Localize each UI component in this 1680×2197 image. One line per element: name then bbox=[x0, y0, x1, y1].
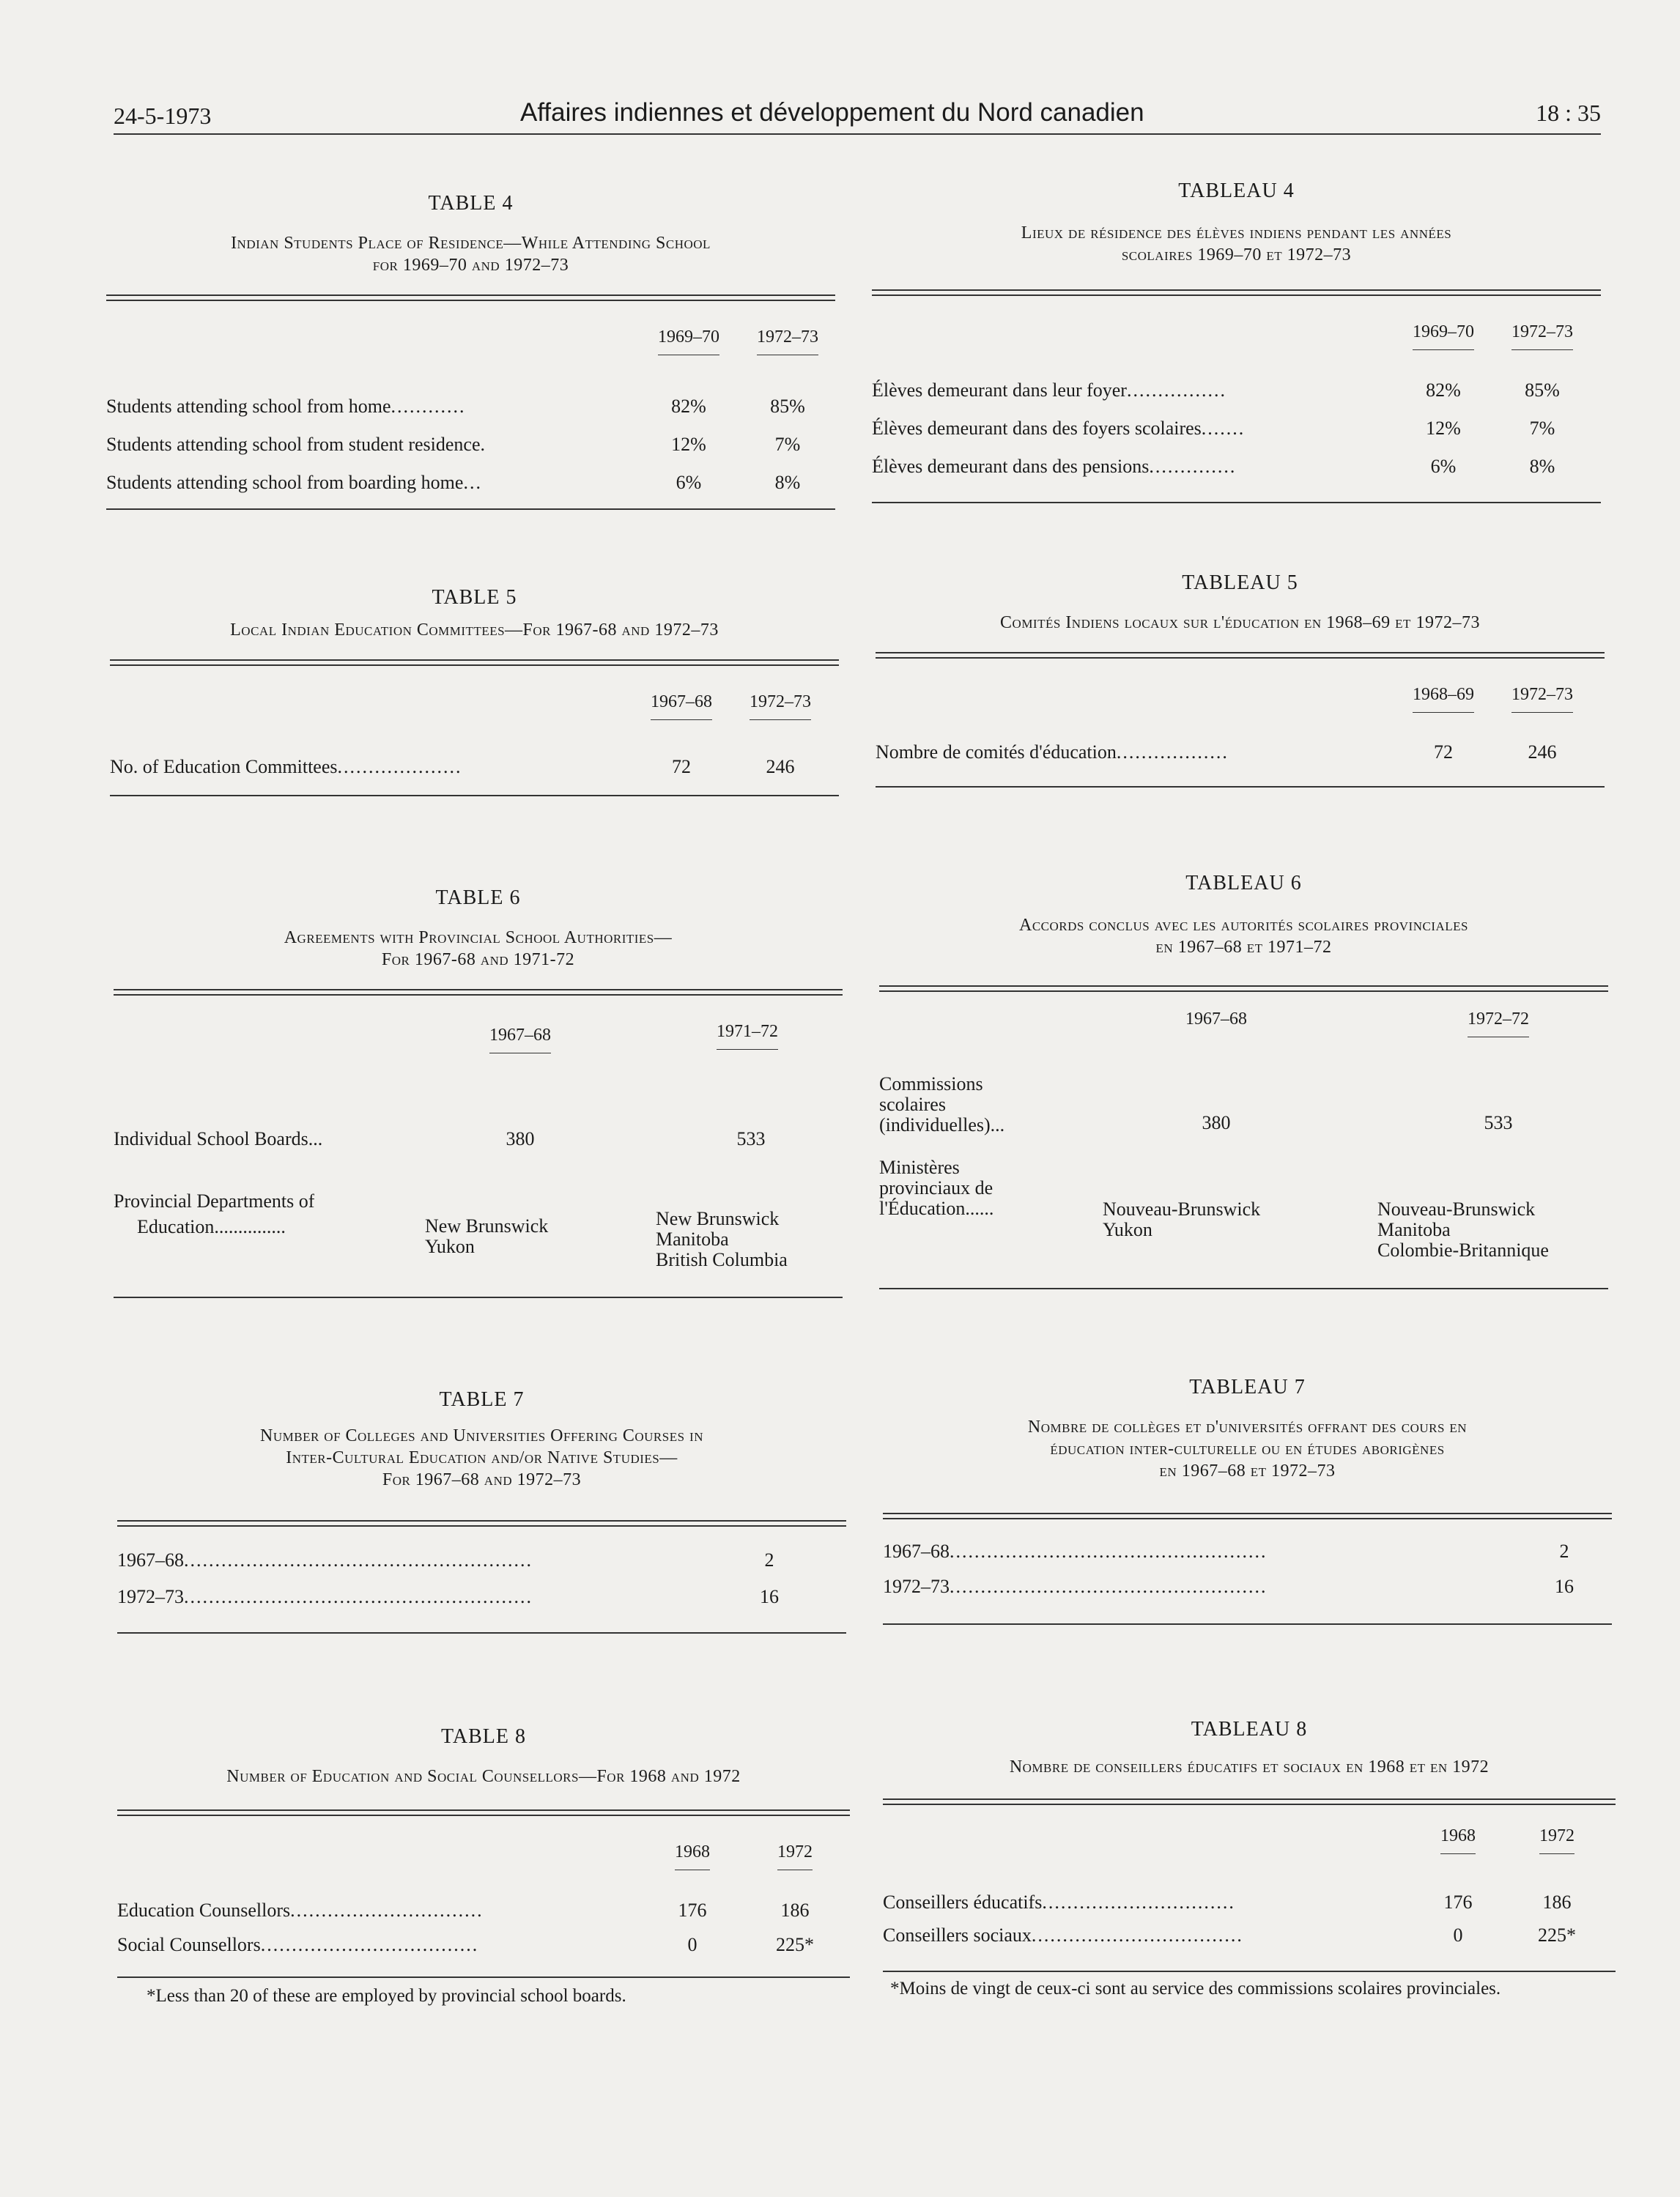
column-header: 1968–69 bbox=[1396, 685, 1491, 713]
table-label: TABLE 5 bbox=[432, 586, 517, 609]
footnote: *Moins de vingt de ceux-ci sont au service des commissions scolaires provinciales. bbox=[890, 1979, 1501, 1998]
bottom-rule bbox=[114, 1297, 843, 1298]
header-page-number: 18 : 35 bbox=[1536, 100, 1601, 126]
table-caption: Accords conclus avec les autorités scolaires provinciales bbox=[1019, 916, 1468, 935]
double-rule bbox=[117, 1809, 850, 1816]
table-caption: Inter-Cultural Education and/or Native Studies— bbox=[286, 1448, 678, 1467]
column-header: 1969–70 bbox=[641, 327, 736, 355]
bottom-rule bbox=[110, 795, 839, 796]
double-rule bbox=[117, 1520, 846, 1527]
header-title: Affaires indiennes et développement du Nord canadien bbox=[520, 98, 1144, 127]
cell-provinces-1967: New Brunswick Yukon bbox=[425, 1215, 549, 1257]
page-header bbox=[114, 98, 1601, 135]
table-caption: For 1967-68 and 1971-72 bbox=[381, 950, 575, 969]
cell-provinces-1967: Nouveau-Brunswick Yukon bbox=[1103, 1198, 1261, 1240]
double-rule bbox=[879, 985, 1608, 992]
bottom-rule bbox=[117, 1976, 850, 1978]
table-4: TABLE 4 Indian Students Place of Residence—While Attending School for 1969–70 and 1972–73 1969–70 1972–73 Students attending school from home............ 82% 85% Students attending school from student residence. 12% 7% Students attending school from boarding home... 6% 8% bbox=[106, 192, 835, 522]
column-header: 1967–68 bbox=[634, 692, 729, 720]
table-caption: For 1967–68 and 1972–73 bbox=[382, 1470, 582, 1489]
column-header: 1972–72 bbox=[1443, 1009, 1553, 1037]
footnote: *Less than 20 of these are employed by provincial school boards. bbox=[147, 1986, 626, 2006]
table-label: TABLE 8 bbox=[441, 1725, 526, 1748]
bottom-rule bbox=[879, 1288, 1608, 1289]
table-caption: en 1967–68 et 1972–73 bbox=[1159, 1461, 1336, 1481]
tableau-6: TABLEAU 6 Accords conclus avec les autorités scolaires provinciales en 1967–68 et 1971–72 1967–68 1972–72 Commissions scolaires (individuelles)... 380 533 Ministères provinciaux de l'Éducation...... Nouveau-Brunswick Yukon Nouveau-Brunswick Manitoba Colombie-Britannique bbox=[879, 872, 1608, 1297]
table-label: TABLEAU 7 bbox=[1189, 1376, 1306, 1398]
cell-provinces-1971: New Brunswick Manitoba British Columbia bbox=[656, 1208, 788, 1270]
bottom-rule bbox=[876, 786, 1605, 788]
column-header: 1972–73 bbox=[733, 692, 828, 720]
column-header: 1969–70 bbox=[1396, 322, 1491, 350]
bottom-rule bbox=[106, 508, 835, 510]
row-label-commissions: Commissions scolaires (individuelles)... bbox=[879, 1073, 1005, 1135]
double-rule bbox=[872, 289, 1601, 296]
table-label: TABLE 7 bbox=[439, 1388, 525, 1411]
header-rule bbox=[114, 133, 1601, 135]
table-caption: Indian Students Place of Residence—While Attending School bbox=[231, 234, 711, 253]
tableau-8: TABLEAU 8 Nombre de conseillers éducatifs et sociaux en 1968 et en 1972 1968 1972 Conseillers éducatifs............................... 176 186 Conseillers sociaux.................................. 0 225* *Moins de vingt de ceux-ci sont au service des commissions scolaires provinciales. bbox=[883, 1718, 1616, 2033]
table-caption: en 1967–68 et 1971–72 bbox=[1155, 938, 1332, 957]
table-6: TABLE 6 Agreements with Provincial School Authorities— For 1967-68 and 1971-72 1967–68 1971–72 Individual School Boards... 380 533 Provincial Departments of Education............... New Brunswick Yukon New Brunswick Manitoba British Columbia bbox=[114, 886, 843, 1304]
table-label: TABLEAU 5 bbox=[1182, 571, 1298, 594]
column-header: 1968 bbox=[1414, 1826, 1502, 1854]
tableau-4: TABLEAU 4 Lieux de résidence des élèves indiens pendant les années scolaires 1969–70 et 1972–73 1969–70 1972–73 Élèves demeurant dans leur foyer................ 82% 85% Élèves demeurant dans des foyers scolaires....... 12% 7% Élèves demeurant dans des pensions.............. 6% 8% bbox=[872, 179, 1601, 509]
bottom-rule bbox=[117, 1632, 846, 1634]
double-rule bbox=[883, 1513, 1612, 1519]
cell-provinces-1972: Nouveau-Brunswick Manitoba Colombie-Britannique bbox=[1377, 1198, 1549, 1261]
column-header: 1972 bbox=[1513, 1826, 1601, 1854]
table-label: TABLEAU 8 bbox=[1191, 1718, 1308, 1741]
column-header: 1967–68 bbox=[465, 1026, 575, 1053]
table-5: TABLE 5 Local Indian Education Committees—For 1967-68 and 1972–73 1967–68 1972–73 No. of Education Committees.................... 72 246 bbox=[110, 586, 839, 806]
bottom-rule bbox=[883, 1623, 1612, 1625]
bottom-rule bbox=[872, 502, 1601, 503]
table-caption: Agreements with Provincial School Authorities— bbox=[284, 928, 673, 947]
double-rule bbox=[876, 652, 1605, 659]
column-header: 1967–68 bbox=[1185, 1009, 1247, 1029]
row-label-ministeres: Ministères provinciaux de l'Éducation...... bbox=[879, 1157, 994, 1219]
tableau-5: TABLEAU 5 Comités Indiens locaux sur l'éducation en 1968–69 et 1972–73 1968–69 1972–73 Nombre de comités d'éducation.................. 72 246 bbox=[876, 571, 1605, 791]
table-label: TABLE 4 bbox=[428, 192, 514, 215]
table-caption: Nombre de conseillers éducatifs et sociaux en 1968 et en 1972 bbox=[1009, 1757, 1490, 1777]
table-label: TABLEAU 4 bbox=[1178, 179, 1295, 202]
table-label: TABLEAU 6 bbox=[1185, 872, 1302, 894]
table-8: TABLE 8 Number of Education and Social Counsellors—For 1968 and 1972 1968 1972 Education Counsellors............................... 176 186 Social Counsellors................................... 0 225* *Less than 20 of these are employed by provincial school boards. bbox=[117, 1725, 850, 2018]
table-caption: Number of Education and Social Counsellors—For 1968 and 1972 bbox=[226, 1767, 741, 1786]
bottom-rule bbox=[883, 1971, 1616, 1972]
table-caption: Number of Colleges and Universities Offering Courses in bbox=[260, 1426, 703, 1445]
tableau-7: TABLEAU 7 Nombre de collèges et d'universités offrant des cours en éducation inter-culturelle ou en études aborigènes en 1967–68 et 1972–73 1967–68................................................... 2 1972–73................................................... 16 bbox=[883, 1376, 1612, 1632]
table-caption: for 1969–70 and 1972–73 bbox=[372, 256, 569, 275]
table-caption: Comités Indiens locaux sur l'éducation en 1968–69 et 1972–73 bbox=[1000, 613, 1480, 632]
column-header: 1971–72 bbox=[692, 1022, 802, 1050]
table-caption: Local Indian Education Committees—For 1967-68 and 1972–73 bbox=[230, 620, 719, 640]
table-7: TABLE 7 Number of Colleges and Universities Offering Courses in Inter-Cultural Education and/or Native Studies— For 1967–68 and 1972–73 1967–68........................................................ 2 1972–73........................................................ 16 bbox=[117, 1388, 846, 1637]
table-caption: Nombre de collèges et d'universités offrant des cours en bbox=[1027, 1418, 1468, 1437]
column-header: 1972–73 bbox=[1495, 322, 1590, 350]
column-header: 1972–73 bbox=[1495, 685, 1590, 713]
table-caption: éducation inter-culturelle ou en études aborigènes bbox=[1050, 1440, 1445, 1459]
table-caption: Lieux de résidence des élèves indiens pendant les années bbox=[1021, 223, 1452, 242]
column-header: 1968 bbox=[648, 1842, 736, 1870]
column-header: 1972–73 bbox=[740, 327, 835, 355]
double-rule bbox=[110, 659, 839, 666]
table-label: TABLE 6 bbox=[435, 886, 521, 909]
header-date: 24-5-1973 bbox=[114, 103, 212, 129]
double-rule bbox=[106, 294, 835, 301]
double-rule bbox=[114, 989, 843, 996]
table-caption: scolaires 1969–70 et 1972–73 bbox=[1121, 245, 1352, 264]
column-header: 1972 bbox=[751, 1842, 839, 1870]
double-rule bbox=[883, 1798, 1616, 1805]
